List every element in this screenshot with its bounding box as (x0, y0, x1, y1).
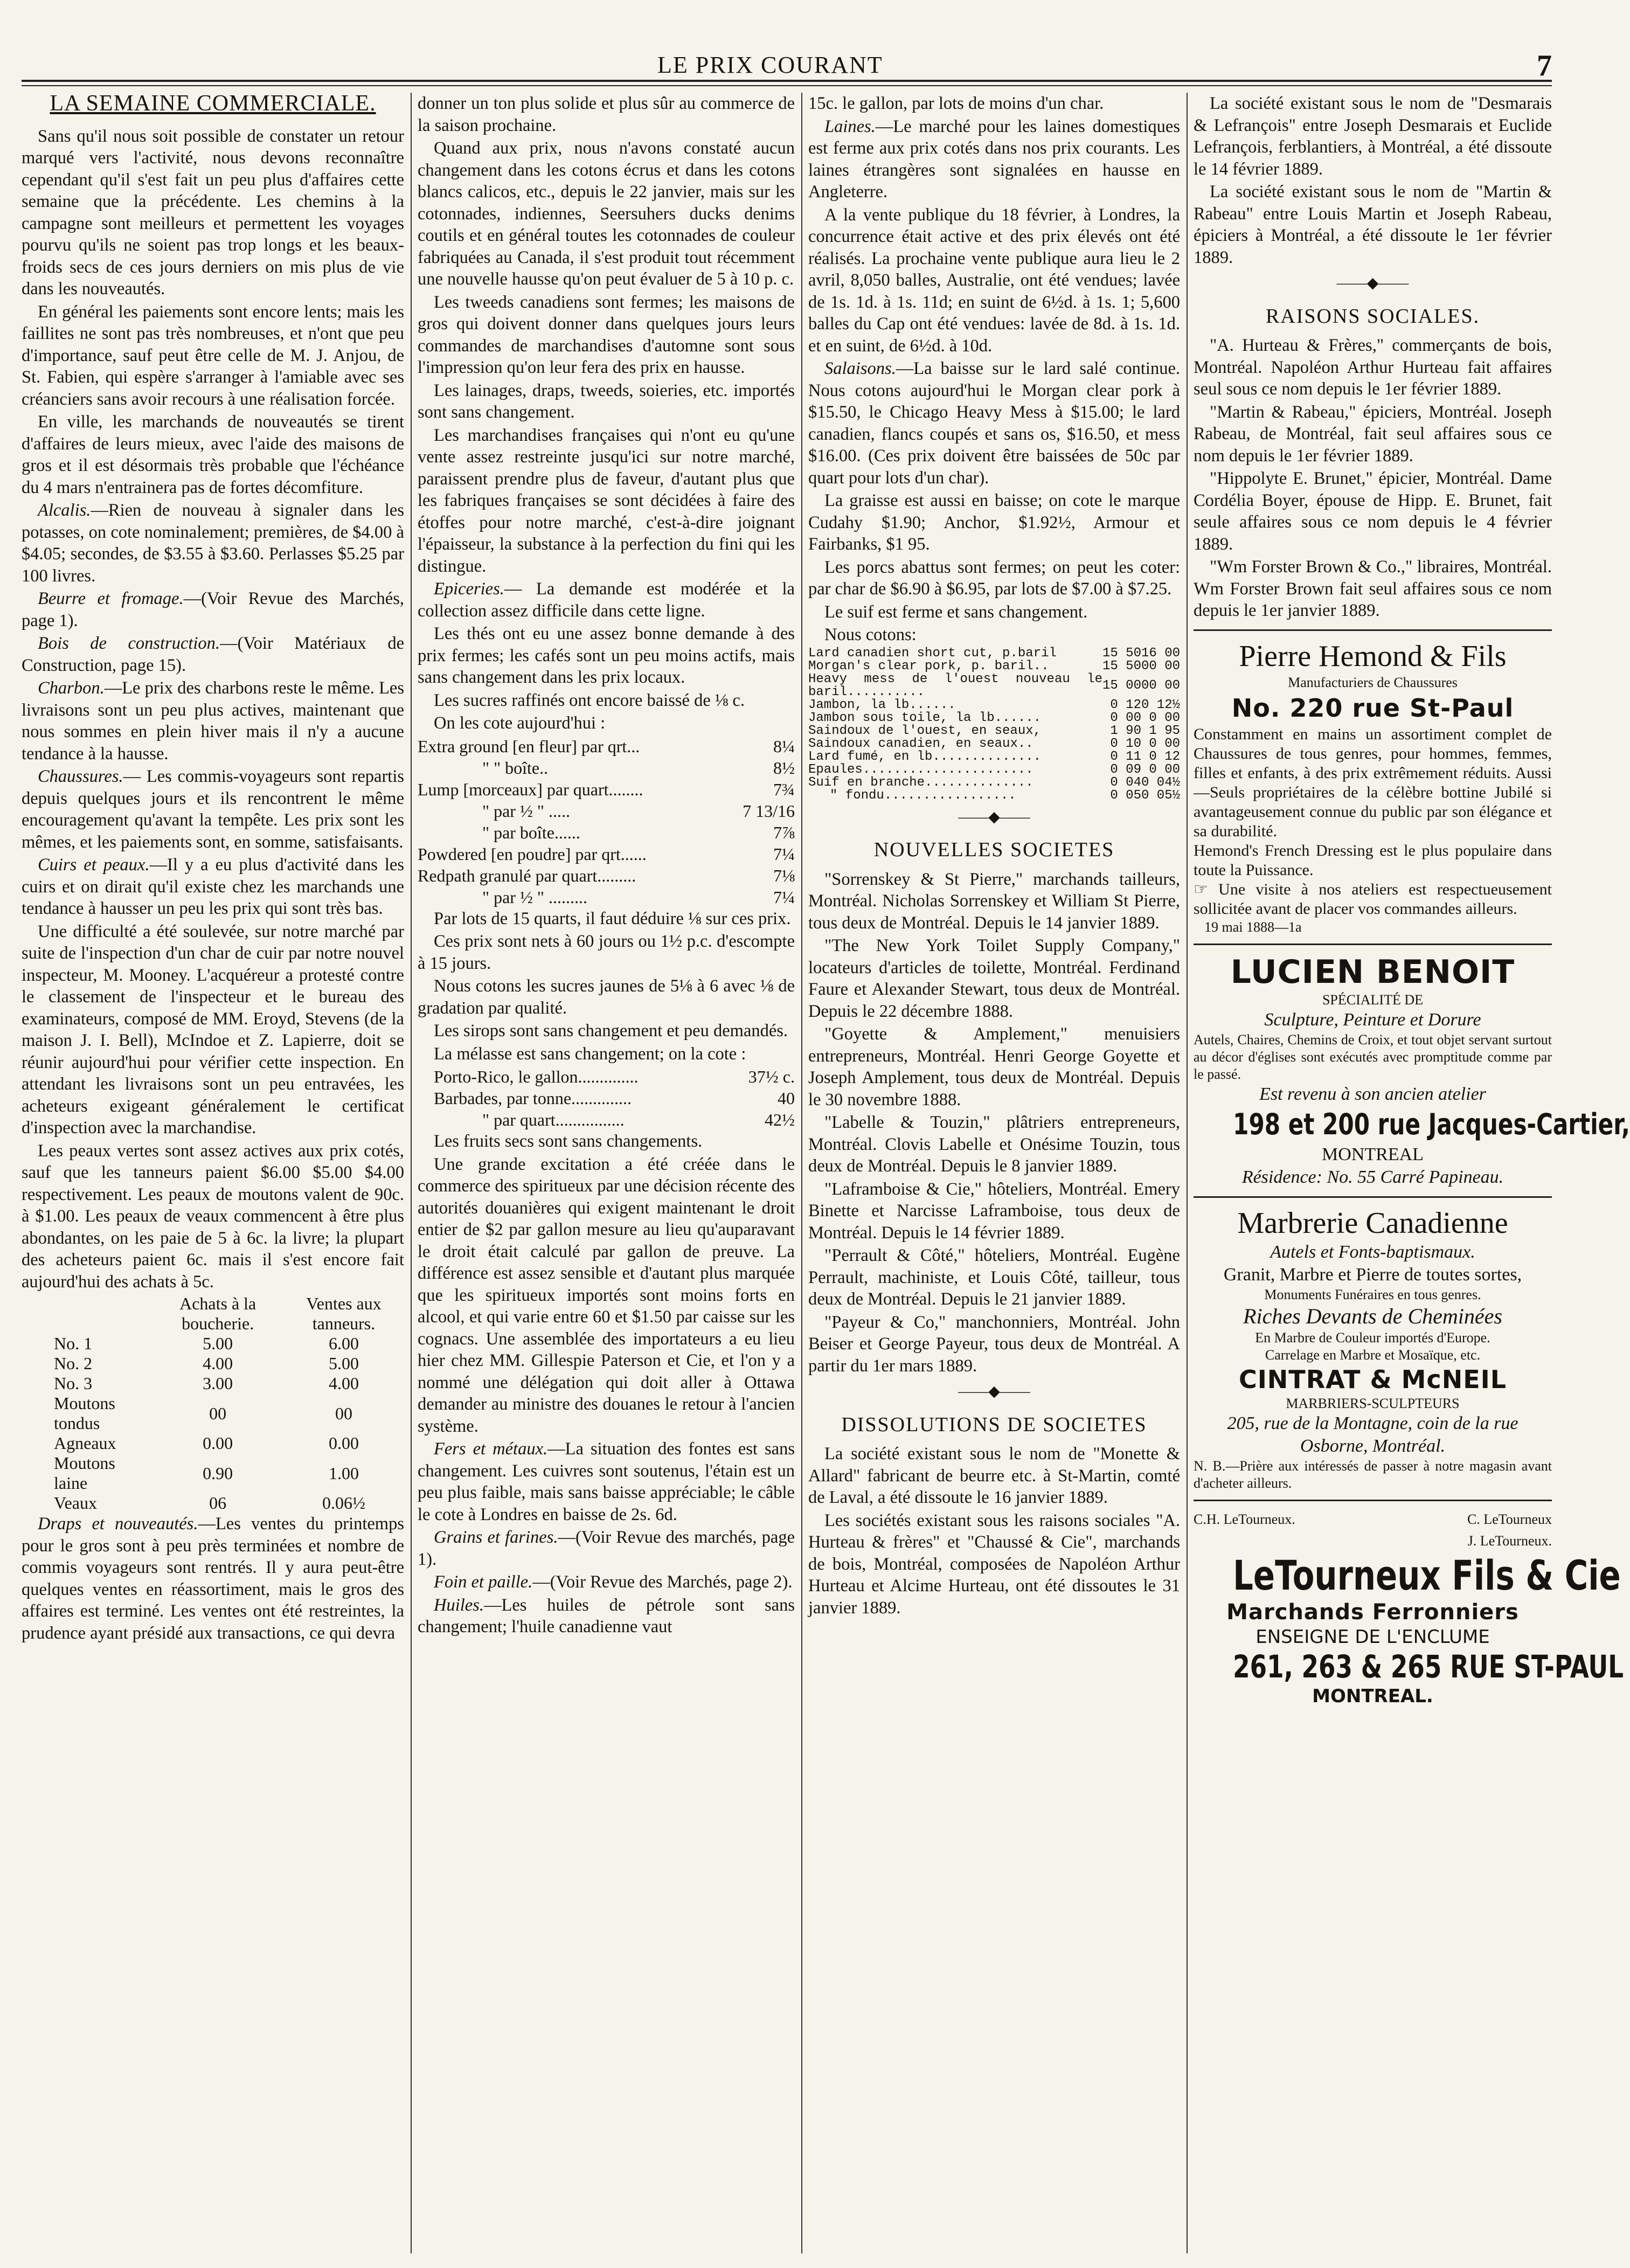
table-header-row (22, 1294, 404, 1334)
table-row (22, 1393, 404, 1433)
column-divider (1187, 93, 1188, 2253)
table-cell: No. 1 (54, 1334, 93, 1353)
paragraph (808, 358, 1180, 489)
rubric-text: —Le marché pour les laines domestiques est ferme aux prix cotés dans nos prix courants. Les laines étrangères sont signalées en hausse en Angleterre. (808, 116, 1180, 202)
table-cell: 15 50 (1102, 646, 1141, 661)
table-cell: 4.00 (203, 1354, 233, 1373)
ad-specialty: Sculpture, Peinture et Dorure (1264, 1009, 1481, 1030)
table-cell: 40 (778, 1088, 795, 1108)
paragraph: "Labelle & Touzin," plâtriers entrepreneurs, Montréal. Clovis Labelle et Onésime Touzin, tous deux de Montréal. Depuis le 8 janvier 1889. (808, 1113, 1180, 1176)
table-cell: Jambon sous toile, la lb...... (808, 710, 1042, 725)
sugar-price-table (418, 736, 795, 908)
section-heading: LA SEMAINE COMMERCIALE. (50, 91, 376, 116)
ad-title: Marbrerie Canadienne (1237, 1206, 1508, 1240)
rubric-text: —La situation des fontes est sans changement. Les cuivres sont soutenus, l'étain est un peu plus faible, mais sans baisse appréciable; le câble le cote à Londres en baisse de 2s. 6d. (418, 1439, 795, 1524)
table-cell: 7¾ (773, 779, 795, 799)
ad-sign: ENSEIGNE DE L'ENCLUME (1256, 1626, 1490, 1648)
table-cell: Saindoux canadien, en seaux.. (808, 736, 1034, 751)
rubric-text: —Le prix des charbons reste le même. Les livraisons sont un peu plus actives, maintenant que nous sommes en plein hiver mais il n'y a aucune tendance à la hausse. (22, 678, 404, 764)
table-cell: Extra ground [en fleur] par qrt... (418, 736, 640, 756)
ad-title: Pierre Hemond & Fils (1239, 639, 1507, 673)
rubric-text: —(Voir Revue des Marchés, page 1). (22, 589, 404, 630)
table-row (22, 1354, 404, 1374)
ad-partner: J. LeTourneux. (1467, 1533, 1552, 1549)
table-cell: Redpath granulé par quart......... (418, 865, 636, 885)
table-cell: Lard fumé, en lb.............. (808, 749, 1042, 764)
table-row (418, 843, 795, 865)
molasses-price-table (418, 1066, 795, 1130)
table-row (808, 647, 1180, 660)
page-header (22, 51, 1552, 89)
table-cell: 3.00 (203, 1374, 233, 1393)
table-row (22, 1334, 404, 1354)
paragraph: A la vente publique du 18 février, à Londres, la concurrence était active et des prix élevés ont été réalisés. La prochaine vente publique aura lieu le 2 avril, 8,050 balles, Australie, ont été vendues; lavée de 1s. 1d. à 1s. 11d; en suint de 6½d. à 1s. 1; 5,600 balles du Cap ont été vendues: lavée de 8d. à 1s. 1d. et en suint, de 6½d. à 10d. (808, 205, 1180, 356)
ornament-divider: ——◆—— (958, 808, 1030, 826)
paragraph: "Perrault & Côté," hôteliers, Montréal. Eugène Perrault, machiniste, et Louis Côté, tailleur, tous deux de Montréal. Depuis le 21 janvier 1889. (808, 1246, 1180, 1309)
ad-title: LeTourneux Fils & Cie (1233, 1551, 1621, 1599)
table-cell: Powdered [en poudre] par qrt...... (418, 844, 647, 864)
rubric-label: Cuirs et peaux. (38, 855, 150, 875)
rubric-text: — Les commis-voyageurs sont repartis depuis quelques jours et ils rencontrent le même encouragement qu'avant la tempête. Les prix sont les mêmes, et les paiements sont, en somme, satisfaisants. (22, 767, 404, 852)
table-cell: 0 11 (1110, 749, 1141, 764)
paragraph: 15c. le gallon, par lots de moins d'un char. (808, 94, 1104, 113)
table-cell: Moutons laine (54, 1453, 115, 1493)
paragraph (418, 1571, 795, 1593)
rubric-text: —Il y a eu plus d'activité dans les cuirs et on dirait qu'il existe chez les marchands une tendance à hausser un peu les prix qui sont très bas. (22, 855, 404, 918)
rubric-label: Fers et métaux. (434, 1439, 548, 1459)
paragraph: "A. Hurteau & Frères," commerçants de bois, Montréal. Napoléon Arthur Hurteau fait affaires seul sous ce nom depuis le 1er février 1889. (1194, 336, 1552, 399)
paragraph: En général les paiements sont encore lents; mais les faillites ne sont pas très nombreuses, et n'ont que peu d'importance, sauf peut être celle de M. J. Anjou, de St. Fabien, qui espère s'arranger à l'amiable avec ses créanciers sans avoir recours à une réalisation forcée. (22, 302, 404, 409)
rubric-text: —La baisse sur le lard salé continue. Nous cotons aujourd'hui le Morgan clear pork à $15.50, le Chicago Heavy Mess à $15.00; le lard canadien, flancs coupés et sans os, $16.50, et mess $16.00. (Ces prix doivent être baissées de 50c par quart pour lots d'un char). (808, 359, 1180, 488)
pointing-hand-icon: ☞ (1194, 880, 1219, 898)
table-cell: 16 00 (1141, 646, 1180, 661)
table-cell: Jambon, la lb...... (808, 697, 956, 712)
table-cell: 00 (335, 1403, 352, 1423)
table-cell: Heavy mess de l'ouest nouveau le baril.......... (808, 671, 1102, 699)
table-cell: Morgan's clear pork, p. baril.. (808, 658, 1049, 674)
table-cell: 0 04 (1110, 775, 1141, 790)
hides-price-table (22, 1294, 404, 1513)
ad-body: Hemond's French Dressing est le plus populaire dans toute la Puissance. (1194, 841, 1552, 879)
table-header-cell: Ventes aux tanneurs. (306, 1294, 382, 1333)
ad-partners (1194, 1509, 1552, 1531)
paragraph: "Wm Forster Brown & Co.," libraires, Montréal. Wm Forster Brown fait seul affaires sous ce nom depuis le 1er janvier 1889. (1194, 557, 1552, 620)
table-header-cell: Achats à la boucherie. (179, 1294, 256, 1333)
paragraph: Quand aux prix, nous n'avons constaté aucun changement dans les cotons écrus et dans les cotons blancs calicos, etc., depuis le 22 janvier, mais sur les cotonnades, indiennes, Seersuhers ducks denims coutils et en général toutes les cotonnades de couleur fabriquées au Canada, il s'est produit tout récemment une nouvelle hausse qu'on peut évaluer de 5 à 10 p. c. (418, 138, 795, 289)
table-cell: 1 95 (1149, 723, 1180, 738)
paragraph (22, 500, 404, 587)
rubric-label: Grains et farines. (434, 1528, 558, 1547)
table-cell: Epaules...................... (808, 762, 1034, 777)
table-cell: Lump [morceaux] par quart........ (418, 779, 643, 799)
table-cell: 0 00 (1149, 736, 1180, 751)
paragraph: Les fruits secs sont sans changements. (434, 1132, 703, 1151)
paragraph: "Goyette & Amplement," menuisiers entrepreneurs, Montréal. Henri George Goyette et Joseph Amplement, tous deux de Montréal. Depuis le 30 novembre 1888. (808, 1024, 1180, 1109)
paragraph (418, 1594, 795, 1638)
table-cell: Lard canadien short cut, p.baril (808, 646, 1057, 661)
table-cell: Saindoux de l'ouest, en seaux, (808, 723, 1042, 738)
ad-partners (1194, 1530, 1552, 1552)
table-header-cell (22, 1294, 152, 1334)
table-cell: 8¼ (773, 736, 795, 756)
ad-partner: C.H. LeTourneux. (1194, 1511, 1295, 1527)
paragraph: Ces prix sont nets à 60 jours ou 1½ p.c. d'escompte à 15 jours. (418, 932, 795, 973)
table-row (22, 1493, 404, 1513)
paragraph (22, 766, 404, 853)
table-row (808, 660, 1180, 673)
section-heading: DISSOLUTIONS DE SOCIETES (841, 1413, 1147, 1436)
newspaper-page (22, 0, 1630, 2268)
table-cell: 00 (209, 1403, 227, 1423)
table-cell: 0 10 (1110, 736, 1141, 751)
paragraph: Les tweeds canadiens sont fermes; les maisons de gros qui doivent donner dans quelques jours leurs commandes de marchandises d'automne sont sous l'impression qu'on leur fera des prix en hausse. (418, 292, 795, 377)
table-row (418, 865, 795, 886)
ad-body-text: Une visite à nos ateliers est respectueusement sollicitée avant de placer vos commandes ailleurs. (1194, 880, 1552, 918)
rubric-text: —Rien de nouveau à signaler dans les potasses, on cote nominalement; premières, de $4.00 à $4.05; secondes, de $3.55 à $3.60. Perlasses $5.25 par 100 livres. (22, 501, 404, 586)
table-cell: Porto-Rico, le gallon.............. (434, 1067, 639, 1086)
paragraph: "Hippolyte E. Brunet," épicier, Montréal. Dame Cordélia Boyer, épouse de Hipp. E. Brunet, fait seule affaires sous ce nom depuis le 4 février 1889. (1194, 469, 1552, 554)
table-row (418, 779, 795, 800)
table-cell: 0 12 (1110, 697, 1141, 712)
ad-note: Est revenu à son ancien atelier (1259, 1084, 1486, 1104)
paragraph: Les thés ont eu une assez bonne demande à des prix fermes; les cafés sont un peu moins actifs, mais sans changement dans les prix locaux. (418, 624, 795, 687)
ad-divider (1194, 1500, 1552, 1501)
paragraph: Nous cotons les sucres jaunes de 5⅛ à 6 avec ⅛ de gradation par qualité. (418, 976, 795, 1018)
rubric-text: —Les ventes du printemps pour le gros sont à peu près terminées et nombre de commis voyageurs sont rentrés. Il y aura peut-être quelques ventes en réassortiment, mais le gros des affaires est terminé. Les ventes ont été restreintes, la prudence ayant présidé aux transactions, ce qui devra (22, 1514, 404, 1643)
rubric-label: Huiles. (434, 1595, 484, 1615)
paragraph: "Sorrenskey & St Pierre," marchands tailleurs, Montréal. Nicholas Sorrenskey et William St Pierre, tous deux de Montréal. Depuis le 14 janvier 1889. (808, 869, 1180, 933)
ad-partner: C. LeTourneux (1467, 1511, 1552, 1527)
table-cell: 0 05½ (1141, 788, 1180, 803)
ornament-divider: ——◆—— (958, 1383, 1030, 1400)
table-cell: 0.90 (203, 1463, 233, 1483)
paragraph: En ville, les marchands de nouveautés se tirent d'affaires de leurs mieux, avec l'aide des maisons de gros et il est désormais très probable que l'échéance du 4 mars n'entrainera pas de fortes décomfiture. (22, 412, 404, 497)
table-row (22, 1374, 404, 1393)
ad-body: Constamment en mains un assortiment complet de Chaussures de tous genres, pour hommes, femmes, filles et enfants, à des prix extrêmement réduits. Aussi—Seuls propriétaires de la célèbre bottine Jubilé si avantageusement connue du public par son élégance et sa durabilité. (1194, 725, 1552, 840)
ad-city: MONTREAL. (1312, 1685, 1433, 1707)
ad-line: Autels et Fonts-baptismaux. (1270, 1241, 1475, 1262)
table-row (418, 800, 795, 822)
paragraph: Les sociétés existant sous les raisons sociales "A. Hurteau & frères" et "Chaussé & Cie", marchands de bois, Montréal, composées de Napoléon Arthur Hurteau et Alcime Hurteau, ont été dissoutes le 31 janvier 1889. (808, 1510, 1180, 1618)
table-row (808, 673, 1180, 699)
table-row (418, 757, 795, 779)
ad-line: Riches Devants de Cheminées (1243, 1303, 1502, 1328)
table-row (418, 1087, 795, 1109)
section-heading: RAISONS SOCIALES. (1265, 304, 1480, 328)
section-heading: NOUVELLES SOCIETES (873, 838, 1115, 861)
paragraph (808, 116, 1180, 203)
rubric-label: Beurre et fromage. (38, 589, 184, 608)
page-number: 7 (1537, 49, 1552, 82)
table-row (808, 751, 1180, 764)
ad-body (1194, 880, 1552, 919)
running-title: LE PRIX COURANT (657, 52, 883, 78)
rubric-text: — La demande est modérée et la collection assez difficile dans cette ligne. (418, 579, 795, 621)
table-cell: 0 00 (1149, 762, 1180, 777)
table-cell: Barbades, par tonne.............. (434, 1088, 632, 1108)
ad-body: Autels, Chaires, Chemins de Croix, et tout objet servant surtout au décor d'églises sont exécutés avec promptitude comme par le passé. (1194, 1031, 1552, 1082)
table-cell: 4.00 (328, 1374, 359, 1393)
table-cell: 0.00 (203, 1433, 233, 1453)
rubric-text: —(Voir Revue des Marchés, page 2). (532, 1572, 793, 1592)
rubric-text: —(Voir Revue des marchés, page 1). (418, 1528, 795, 1569)
rubric-label: Foin et paille. (434, 1572, 533, 1592)
table-row (808, 764, 1180, 776)
ad-firm-subtitle: MARBRIERS-SCULPTEURS (1286, 1395, 1460, 1411)
table-cell: 00 00 (1141, 658, 1180, 674)
column-divider (801, 93, 802, 2253)
table-cell: 7⅛ (773, 865, 795, 885)
paragraph: "The New York Toilet Supply Company," locateurs d'articles de toilette, Montréal. Ferdinand Faure et Alexander Stewart, tous deux de Montréal. Depuis le 22 décembre 1888. (808, 936, 1180, 1021)
rubric-label: Charbon. (38, 678, 105, 698)
table-cell: Veaux (54, 1493, 97, 1513)
paragraph: Les lainages, draps, tweeds, soieries, etc. importés sont sans changement. (418, 380, 795, 422)
ornament-divider: ——◆—— (1336, 275, 1409, 292)
rubric-text: —Les huiles de pétrole sont sans changement; l'huile canadienne vaut (418, 1595, 795, 1636)
ad-trade: Marchands Ferronniers (1226, 1599, 1519, 1625)
table-row (808, 699, 1180, 712)
ad-address: No. 220 rue St-Paul (1231, 693, 1514, 723)
column-divider (411, 93, 412, 2253)
paragraph (418, 1527, 795, 1570)
table-cell: " par boîte...... (482, 822, 580, 842)
rubric-text: —(Voir Matériaux de Construction, page 15). (22, 634, 404, 675)
paragraph: La graisse est aussi en baisse; on cote le marque Cudahy $1.90; Anchor, $1.92½, Armour et Fairbanks, $1 95. (808, 491, 1180, 554)
header-rule (22, 80, 1552, 82)
rubric-label: Salaisons. (824, 359, 896, 378)
table-cell: 0 05 (1110, 788, 1141, 803)
table-cell: 0 00 (1149, 710, 1180, 725)
rubric-label: Laines. (824, 116, 876, 136)
table-cell: 0 12 (1149, 749, 1180, 764)
paragraph: Nous cotons: (824, 625, 917, 644)
ad-address: 205, rue de la Montagne, coin de la rue Osborne, Montréal. (1227, 1413, 1518, 1456)
table-cell: 0 04½ (1141, 775, 1180, 790)
ad-subtitle: SPÉCIALITÉ DE (1322, 991, 1424, 1008)
column-3 (808, 93, 1180, 2253)
table-row (808, 776, 1180, 789)
table-cell: 0 09 (1110, 762, 1141, 777)
table-cell: 15 00 (1102, 678, 1141, 693)
table-cell: Suif en branche.............. (808, 775, 1034, 790)
ad-address: 261, 263 & 265 RUE ST-PAUL (1233, 1648, 1624, 1685)
table-cell: " fondu................. (830, 788, 1016, 803)
table-row (808, 712, 1180, 725)
advertisement-hemond (1194, 639, 1552, 936)
paragraph (22, 677, 404, 765)
rubric-label: Epiceries. (434, 579, 504, 599)
table-cell: 0.06½ (322, 1493, 365, 1513)
column-4 (1194, 93, 1630, 2253)
table-cell: 1.00 (328, 1463, 359, 1483)
table-cell: 7¼ (773, 844, 795, 864)
table-row (418, 886, 795, 908)
table-cell: 6.00 (328, 1334, 359, 1353)
table-cell: " par quart................ (482, 1110, 625, 1129)
table-cell: 7 13/16 (743, 801, 795, 821)
paragraph: Le suif est ferme et sans changement. (824, 602, 1088, 622)
paragraph: Par lots de 15 quarts, il faut déduire ⅛ sur ces prix. (434, 908, 791, 928)
paragraph (22, 588, 404, 632)
paragraph: La société existant sous le nom de "Monette & Allard" fabricant de beurre etc. à St-Martin, comté de Laval, a été dissoute le 16 janvier 1889. (808, 1444, 1180, 1507)
ad-residence: Résidence: No. 55 Carré Papineau. (1241, 1167, 1504, 1187)
table-cell: 5.00 (328, 1354, 359, 1373)
table-cell: 42½ (765, 1110, 795, 1129)
paragraph: Sans qu'il nous soit possible de constater un retour marqué vers l'activité, nous devons reconnaître cependant qu'il s'est fait un peu plus d'affaires cette semaine que la précédente. Les chemins à la campagne sont meilleurs et permettent les voyages pourvu qu'ils ne soient pas trop longs et les beaux-froids secs de ces jours derniers on mis plus de vie dans les nouveautés. (22, 126, 404, 299)
table-cell: 1 90 (1110, 723, 1141, 738)
table-cell: 15 50 (1102, 658, 1141, 674)
ad-subtitle: Manufacturiers de Chaussures (1288, 674, 1458, 690)
table-row (22, 1453, 404, 1493)
ad-line: Monuments Funéraires en tous genres. (1264, 1286, 1481, 1302)
rubric-label: Draps et nouveautés. (38, 1514, 198, 1534)
table-cell: 00 00 (1141, 678, 1180, 693)
table-cell: 5.00 (203, 1334, 233, 1353)
rubric-label: Alcalis. (38, 501, 91, 520)
provisions-price-table (808, 647, 1180, 802)
ad-address: 198 et 200 rue Jacques-Cartier, (1233, 1107, 1630, 1141)
table-cell: 06 (209, 1493, 227, 1513)
header-rule-thin (22, 85, 1552, 86)
ad-line: En Marbre de Couleur importés d'Europe. (1255, 1329, 1490, 1345)
rubric-label: Chaussures. (38, 767, 123, 786)
column-1 (22, 93, 404, 2253)
paragraph: La société existant sous le nom de "Desmarais & Lefrançois" entre Joseph Desmarais et Euclide Lefrançois, ferblantiers, à Montréal, a été dissoute le 14 février 1889. (1194, 94, 1552, 179)
ad-firm: CINTRAT & McNEIL (1238, 1364, 1507, 1394)
table-cell: " par ½ " ......... (482, 887, 587, 907)
table-row (808, 725, 1180, 738)
table-cell: No. 3 (54, 1374, 93, 1393)
paragraph: Les sucres raffinés ont encore baissé de ⅛ c. (434, 690, 745, 710)
ad-note: N. B.—Prière aux intéressés de passer à notre magasin avant d'acheter ailleurs. (1194, 1458, 1552, 1491)
table-cell: 37½ c. (748, 1067, 795, 1086)
paragraph (22, 633, 404, 676)
table-cell: " " boîte.. (482, 758, 549, 778)
column-2 (418, 93, 795, 2253)
paragraph: Une difficulté a été soulevée, sur notre marché par suite de l'inspection d'un char de cuir par notre nouvel inspecteur, M. Mooney. L'acquéreur a protesté contre le classement de l'inspecteur et le bureau des examinateurs, composé de MM. Eroyd, Stevens (de la maison J. I. Bell), McIndoe et Z. Lapierre, doit se réunir aujourd'hui pour vérifier cette inspection. En attendant les livraisons sont un peu entravées, les acheteurs exigeant généralement le certificat d'inspection avec la marchandise. (22, 921, 404, 1138)
table-row (808, 789, 1180, 802)
paragraph: Les marchandises françaises qui n'ont eu qu'une vente assez restreinte jusqu'ici sur notre marché, paraissent prendre plus de faveur, d'autant plus que les fabriques françaises se sont décidées à faire des étoffes pour notre marché, c'est-à-dire joignant l'épaisseur, la substance à la perfection du fini qui les distingue. (418, 425, 795, 576)
table-cell: 0 00 (1110, 710, 1141, 725)
ad-title: LUCIEN BENOIT (1230, 953, 1515, 991)
paragraph: Les porcs abattus sont fermes; on peut les coter: par char de $6.90 à $6.95, par lots de $7.00 à $7.25. (808, 557, 1180, 599)
table-cell: 0.00 (328, 1433, 359, 1453)
paragraph: "Martin & Rabeau," épiciers, Montréal. Joseph Rabeau, de Montréal, fait seul affaires sous ce nom depuis le 1er février 1889. (1194, 402, 1552, 466)
table-row (418, 1109, 795, 1130)
table-cell: 8½ (773, 758, 795, 778)
ad-divider (1194, 629, 1552, 631)
ad-line: Carrelage en Marbre et Mosaïque, etc. (1265, 1347, 1481, 1363)
paragraph: Une grande excitation a été créée dans le commerce des spiritueux par une décision récente des autorités douanières qui exigent maintenant le droit entier de $2 par gallon mesure au lieu qu'auparavant le droit était calculé par gallon de preuve. La différence est assez sensible et d'autant plus marquée que les spiritueux importés sont moins forts en alcool, et qui varie entre 60 et $1.50 par caisse sur les cognacs. Une assemblée des importateurs a eu lieu hier chez MM. Gillespie Paterson et Cie, et l'on y a nommé une délégation qui doit aller à Ottawa demander au ministre des douanes le retour à l'ancien système. (418, 1154, 795, 1436)
paragraph: Les sirops sont sans changement et peu demandés. (434, 1021, 788, 1041)
table-row (418, 822, 795, 843)
advertisement-marbrerie (1194, 1205, 1552, 1492)
paragraph: On les cote aujourd'hui : (434, 713, 606, 733)
paragraph: La société existant sous le nom de "Martin & Rabeau" entre Louis Martin et Joseph Rabeau, épiciers à Montréal, a été dissoute le 1er février 1889. (1194, 182, 1552, 267)
paragraph (22, 854, 404, 920)
paragraph (418, 578, 795, 622)
table-row (418, 1066, 795, 1087)
table-cell: No. 2 (54, 1354, 93, 1373)
rubric-label: Bois de construction. (38, 634, 220, 653)
advertisement-letourneux (1194, 1509, 1624, 1708)
paragraph: La mélasse est sans changement; on la cote : (434, 1044, 746, 1064)
table-cell: 0 12½ (1141, 697, 1180, 712)
ad-city: MONTREAL (1322, 1144, 1424, 1164)
ad-divider (1194, 1196, 1552, 1198)
table-cell: " par ½ " ..... (482, 801, 570, 821)
table-row (22, 1433, 404, 1453)
advertisement-benoit (1194, 953, 1630, 1189)
paragraph (418, 1438, 795, 1525)
table-cell: 7¼ (773, 887, 795, 907)
ad-divider (1194, 944, 1552, 945)
paragraph: Les peaux vertes sont assez actives aux prix cotés, sauf que les tanneurs paient $6.00 $5.00 $4.00 respectivement. Les peaux de moutons valent de 90c. à $1.00. Les peaux de veaux commencent à être plus abondantes, on les paie de 5 à 6c. la livre; la plupart des acheteurs paient 6c. mais il s'est encore fait aujourd'hui des achats à 5c. (22, 1141, 404, 1292)
table-row (418, 736, 795, 757)
paragraph: "Payeur & Co," manchonniers, Montréal. John Beiser et George Payeur, tous deux de Montréal. A partir du 1er mars 1889. (808, 1312, 1180, 1376)
ad-date: 19 mai 1888—1a (1204, 919, 1302, 935)
paragraph (22, 1513, 404, 1644)
ad-line: Granit, Marbre et Pierre de toutes sortes, (1223, 1264, 1522, 1285)
paragraph: "Laframboise & Cie," hôteliers, Montréal. Emery Binette et Narcisse Laframboise, tous deux de Montréal. Depuis le 14 février 1889. (808, 1179, 1180, 1243)
table-cell: Moutons tondus (54, 1393, 115, 1433)
table-cell: Agneaux (54, 1433, 116, 1453)
paragraph: donner un ton plus solide et plus sûr au commerce de la saison prochaine. (418, 94, 795, 135)
table-row (808, 738, 1180, 751)
table-cell: 7⅞ (773, 822, 795, 842)
